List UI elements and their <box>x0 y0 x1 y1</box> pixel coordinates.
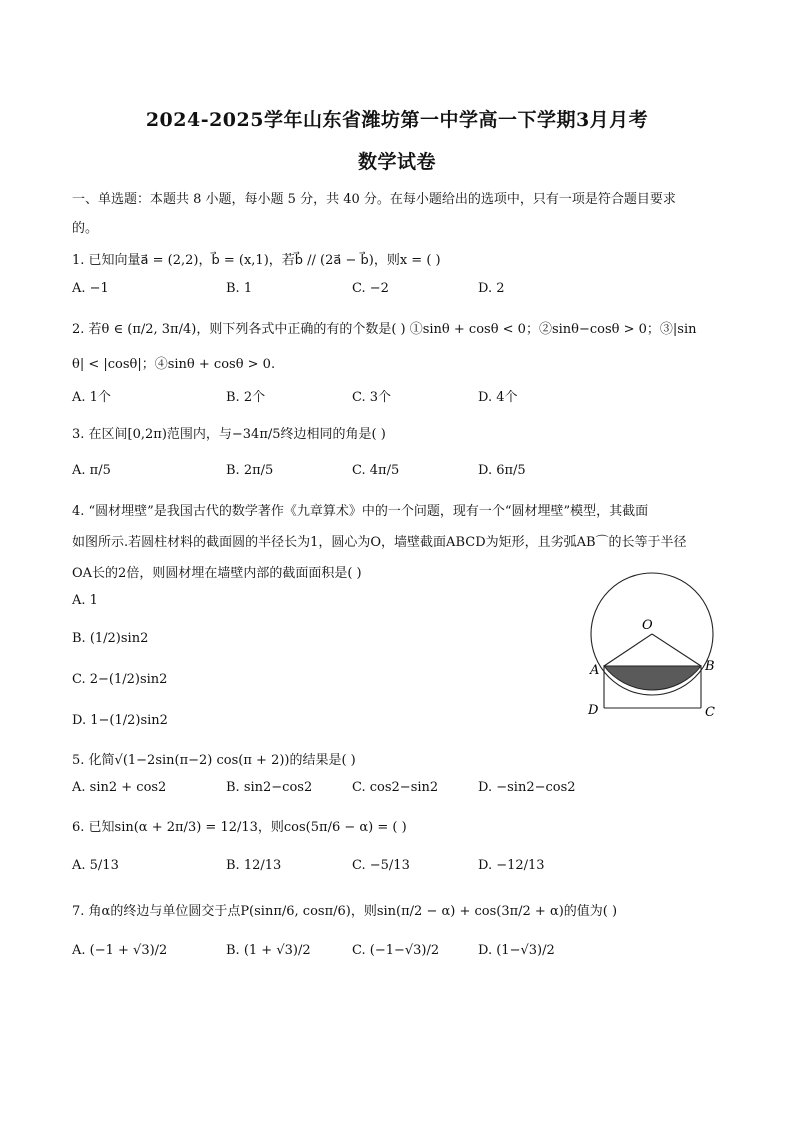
question-1-stem: 1. 已知向量a⃗ = (2,2)，b⃗ = (x,1)，若b⃗ // (2a⃗ − b⃗)，则x = ( ) <box>72 253 441 268</box>
question-5-option-d: D. −sin2−cos2 <box>478 780 576 795</box>
question-2-option-b: B. 2个 <box>226 390 266 405</box>
circle-in-wall-figure <box>580 570 730 720</box>
shaded-segment <box>604 666 701 690</box>
radius-ob <box>652 634 701 666</box>
question-6-option-a: A. 5/13 <box>72 858 119 873</box>
question-7-option-c: C. (−1−√3)/2 <box>352 943 440 958</box>
question-2-stem-line-1: 2. 若θ ∈ (π/2, 3π/4)，则下列各式中正确的有的个数是( ) ①sinθ + cosθ < 0；②sinθ−cosθ > 0；③|sin <box>72 322 697 337</box>
question-4-option-d: D. 1−(1/2)sin2 <box>72 713 168 728</box>
label-b: B <box>705 659 715 674</box>
question-1-option-a: A. −1 <box>72 281 109 296</box>
question-2-option-d: D. 4个 <box>478 390 518 405</box>
question-6-stem: 6. 已知sin(α + 2π/3) = 12/13，则cos(5π/6 − α) = ( ) <box>72 820 407 835</box>
label-a: A <box>590 663 600 678</box>
question-5-option-b: B. sin2−cos2 <box>226 780 313 795</box>
question-3-option-d: D. 6π/5 <box>478 463 526 478</box>
question-6-option-c: C. −5/13 <box>352 858 410 873</box>
radius-oa <box>604 634 652 666</box>
question-4-stem-line-3: OA长的2倍，则圆材埋在墙壁内部的截面面积是( ) <box>72 566 362 581</box>
question-5-option-c: C. cos2−sin2 <box>352 780 439 795</box>
question-5-stem: 5. 化简√(1−2sin(π−2) cos(π + 2))的结果是( ) <box>72 753 356 768</box>
question-7-option-b: B. (1 + √3)/2 <box>226 943 311 958</box>
question-4-option-a: A. 1 <box>72 593 98 608</box>
exam-subtitle: 数学试卷 <box>357 151 436 173</box>
section-instructions-line-2: 的。 <box>72 221 99 236</box>
question-7-option-a: A. (−1 + √3)/2 <box>72 943 168 958</box>
question-1-option-b: B. 1 <box>226 281 253 296</box>
question-3-option-c: C. 4π/5 <box>352 463 400 478</box>
question-7-option-d: D. (1−√3)/2 <box>478 943 555 958</box>
label-o: O <box>642 618 653 633</box>
question-1-option-d: D. 2 <box>478 281 505 296</box>
question-5-option-a: A. sin2 + cos2 <box>72 780 167 795</box>
section-instructions-line-1: 一、单选题：本题共 8 小题，每小题 5 分，共 40 分。在每小题给出的选项中，只有一项是符合题目要求 <box>72 192 676 207</box>
question-3-option-b: B. 2π/5 <box>226 463 274 478</box>
label-c: C <box>705 705 715 720</box>
question-2-option-c: C. 3个 <box>352 390 392 405</box>
question-2-option-a: A. 1个 <box>72 390 111 405</box>
question-2-stem-line-2: θ| < |cosθ|；④sinθ + cosθ > 0. <box>72 357 276 372</box>
question-6-option-b: B. 12/13 <box>226 858 282 873</box>
question-3-option-a: A. π/5 <box>72 463 111 478</box>
exam-title: 2024-2025学年山东省潍坊第一中学高一下学期3月月考 <box>145 109 649 131</box>
question-4-option-c: C. 2−(1/2)sin2 <box>72 672 168 687</box>
question-1-option-c: C. −2 <box>352 281 389 296</box>
question-3-stem: 3. 在区间[0,2π)范围内，与−34π/5终边相同的角是( ) <box>72 427 386 442</box>
question-4-option-b: B. (1/2)sin2 <box>72 631 149 646</box>
question-4-stem-line-2: 如图所示.若圆柱材料的截面圆的半径长为1，圆心为O，墙壁截面ABCD为矩形，且劣弧AB⌒的长等于半径 <box>72 535 687 550</box>
question-4-stem-line-1: 4. “圆材埋壁”是我国古代的数学著作《九章算术》中的一个问题，现有一个“圆材埋壁”模型，其截面 <box>72 504 649 519</box>
question-6-option-d: D. −12/13 <box>478 858 545 873</box>
question-7-stem: 7. 角α的终边与单位圆交于点P(sinπ/6, cosπ/6)，则sin(π/2 − α) + cos(3π/2 + α)的值为( ) <box>72 904 618 919</box>
label-d: D <box>588 703 599 718</box>
